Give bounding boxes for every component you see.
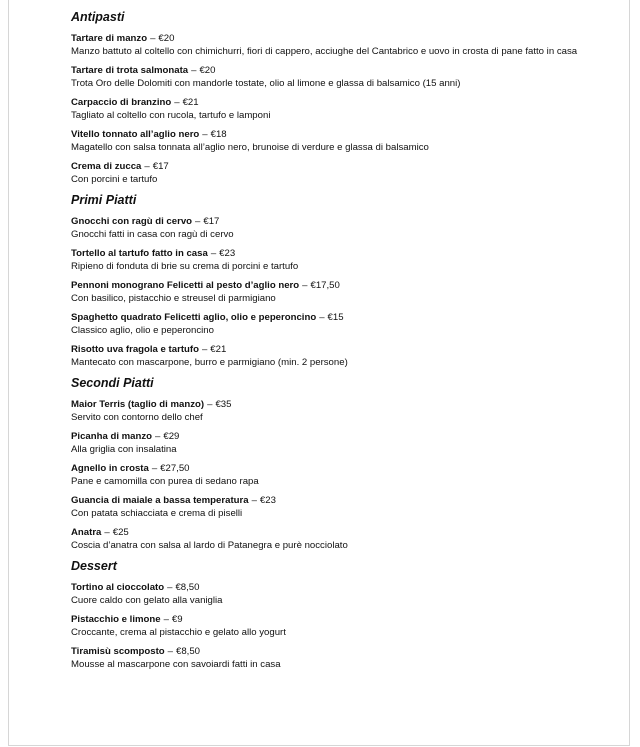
dish-description: Alla griglia con insalatina <box>71 444 177 455</box>
dish-price: €29 <box>163 431 180 442</box>
dish-name: Pistacchio e limone <box>71 614 161 625</box>
section-antipasti <box>71 9 611 186</box>
menu-item <box>71 398 611 424</box>
dish-price: €15 <box>327 312 344 323</box>
price-separator: – <box>144 161 150 172</box>
menu-document <box>71 9 611 677</box>
menu-item <box>71 215 611 241</box>
price-separator: – <box>163 614 169 625</box>
menu-item <box>71 343 611 369</box>
menu-item <box>71 247 611 273</box>
price-separator: – <box>201 344 208 355</box>
dish-price: €27,50 <box>160 463 190 474</box>
dish-name: Pennoni monograno Felicetti al pesto d’aglio nero <box>71 280 300 291</box>
dish-price: €8,50 <box>176 646 201 657</box>
dish-description: Servito con contorno dello chef <box>71 412 203 423</box>
dish-name: Gnocchi con ragù di cervo <box>71 216 193 227</box>
dish-description: Con patata schiacciata e crema di piselli <box>71 508 243 519</box>
dish-description: Mousse al mascarpone con savoiardi fatti in casa <box>71 659 281 670</box>
menu-item <box>71 462 611 488</box>
section-dessert <box>71 558 611 671</box>
menu-item <box>71 128 611 154</box>
dish-name: Maior Terris (taglio di manzo) <box>71 399 205 410</box>
dish-price: €17 <box>152 161 169 172</box>
menu-item <box>71 64 611 90</box>
menu-item <box>71 279 611 305</box>
section-title: Antipasti <box>71 10 125 24</box>
dish-description: Cuore caldo con gelato alla vaniglia <box>71 595 223 606</box>
dish-description: Ripieno di fonduta di brie su crema di porcini e tartufo <box>71 261 299 272</box>
section-secondi-piatti <box>71 375 611 552</box>
price-separator: – <box>191 65 197 76</box>
dish-description: Magatello con salsa tonnata all’aglio nero, brunoise di verdure e glassa di balsamico <box>71 142 429 153</box>
dish-price: €23 <box>259 495 276 506</box>
dish-price: €25 <box>112 527 129 538</box>
dish-name: Tartare di manzo <box>71 33 148 44</box>
menu-item <box>71 526 611 552</box>
dish-name: Tartare di trota salmonata <box>71 65 189 76</box>
menu-item <box>71 581 611 607</box>
menu-item <box>71 32 611 58</box>
dish-description: Tagliato al coltello con rucola, tartufo e lamponi <box>71 110 271 121</box>
menu-item <box>71 430 611 456</box>
dish-name: Crema di zucca <box>71 161 142 172</box>
menu-item <box>71 494 611 520</box>
dish-name: Risotto uva fragola e tartufo <box>71 344 199 355</box>
dish-name: Tortello al tartufo fatto in casa <box>71 248 208 259</box>
section-title: Secondi Piatti <box>71 376 154 390</box>
dish-name: Tortino al cioccolato <box>71 582 165 593</box>
price-separator: – <box>302 280 308 291</box>
dish-name: Spaghetto quadrato Felicetti aglio, olio e peperoncino <box>71 312 317 323</box>
section-title: Primi Piatti <box>71 193 137 207</box>
dish-price: €20 <box>158 33 175 44</box>
price-separator: – <box>167 646 173 657</box>
dish-price: €17,50 <box>310 280 340 291</box>
price-separator: – <box>251 495 257 506</box>
dish-description: Croccante, crema al pistacchio e gelato allo yogurt <box>71 627 286 638</box>
dish-price: €35 <box>215 399 232 410</box>
dish-description: Classico aglio, olio e peperoncino <box>71 325 214 336</box>
dish-description: Gnocchi fatti in casa con ragù di cervo <box>71 229 234 240</box>
dish-price: €9 <box>171 614 183 625</box>
dish-description: Con porcini e tartufo <box>71 174 158 185</box>
price-separator: – <box>207 399 213 410</box>
dish-price: €20 <box>199 65 216 76</box>
menu-item <box>71 311 611 337</box>
menu-item <box>71 645 611 671</box>
dish-price: €23 <box>219 248 236 259</box>
price-separator: – <box>195 216 201 227</box>
dish-name: Carpaccio di branzino <box>71 97 172 108</box>
price-separator: – <box>174 97 180 108</box>
dish-price: €21 <box>210 344 227 355</box>
section-primi-piatti <box>71 192 611 369</box>
price-separator: – <box>167 582 173 593</box>
dish-price: €17 <box>203 216 220 227</box>
price-separator: – <box>319 312 325 323</box>
price-separator: – <box>104 527 110 538</box>
menu-item <box>71 96 611 122</box>
price-separator: – <box>150 33 156 44</box>
menu-item <box>71 160 611 186</box>
dish-name: Guancia di maiale a bassa temperatura <box>71 495 249 506</box>
price-separator: – <box>155 431 161 442</box>
dish-description: Manzo battuto al coltello con chimichurri, fiori di cappero, acciughe del Cantabrico e uovo in crosta di pane fatto in casa <box>71 46 578 57</box>
dish-description: Con basilico, pistacchio e streusel di parmigiano <box>71 293 276 304</box>
dish-name: Agnello in crosta <box>71 463 149 474</box>
dish-name: Vitello tonnato all’aglio nero <box>71 129 200 140</box>
section-title: Dessert <box>71 559 117 573</box>
price-separator: – <box>151 463 158 474</box>
price-separator: – <box>202 129 208 140</box>
dish-name: Anatra <box>71 527 102 538</box>
dish-name: Picanha di manzo <box>71 431 153 442</box>
dish-price: €21 <box>182 97 199 108</box>
dish-name: Tiramisù scomposto <box>71 646 165 657</box>
dish-price: €8,50 <box>175 582 200 593</box>
dish-description: Pane e camomilla con purea di sedano rapa <box>71 476 259 487</box>
dish-price: €18 <box>210 129 227 140</box>
price-separator: – <box>210 248 217 259</box>
dish-description: Trota Oro delle Dolomiti con mandorle tostate, olio al limone e glassa di balsamico (15 anni) <box>71 78 461 89</box>
menu-item <box>71 613 611 639</box>
dish-description: Coscia d’anatra con salsa al lardo di Patanegra e purè nocciolato <box>71 540 348 551</box>
dish-description: Mantecato con mascarpone, burro e parmigiano (min. 2 persone) <box>71 357 348 368</box>
